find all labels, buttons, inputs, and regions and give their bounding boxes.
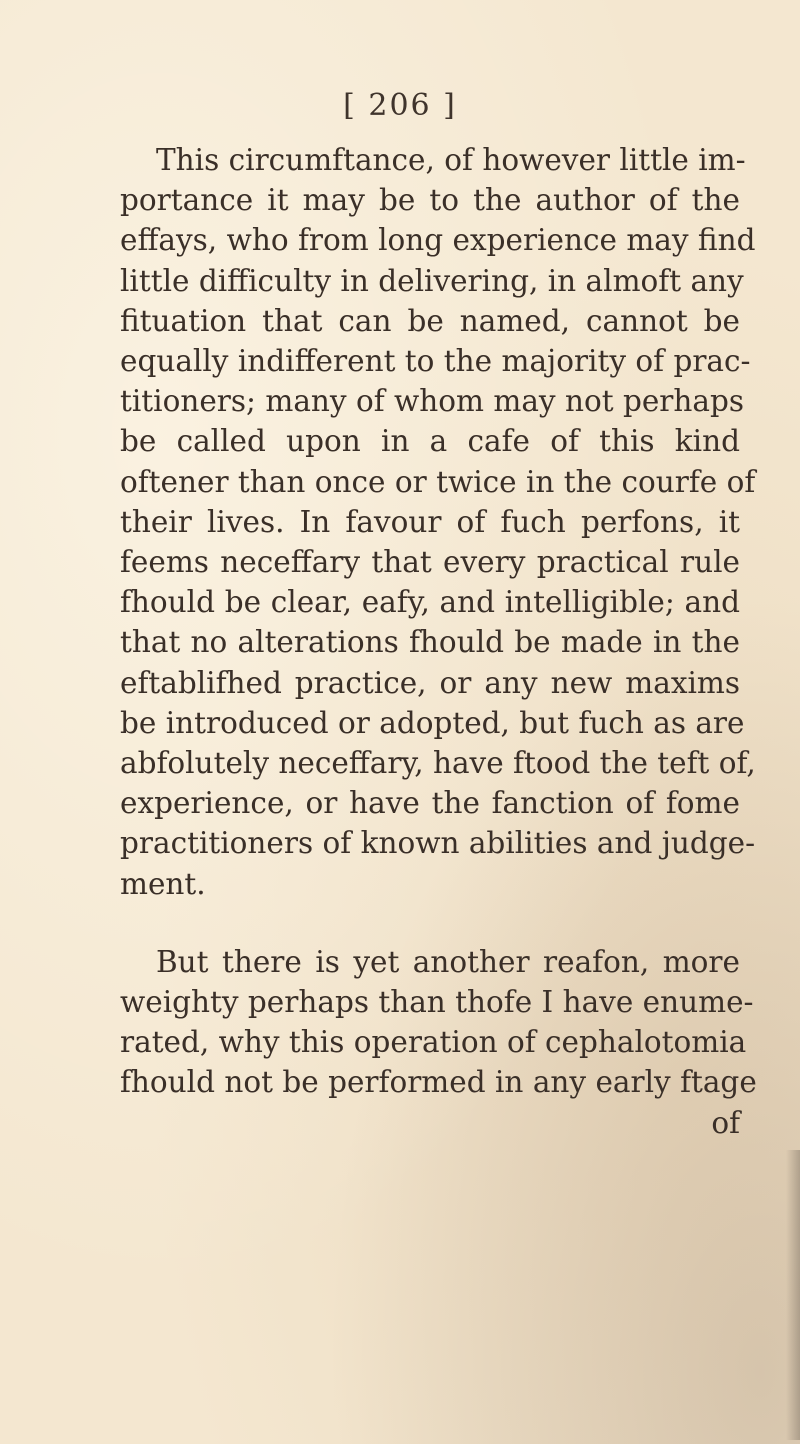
- page-number: [ 206 ]: [343, 88, 457, 123]
- text-line: abfolutely neceffary, have ftood the teft of,: [120, 746, 756, 781]
- text-block: [120, 140, 757, 1143]
- paragraph-2: [120, 942, 757, 1103]
- text-line: fhould be clear, eafy, and intelligible; and: [120, 585, 740, 620]
- text-line: be called upon in a cafe of this kind: [120, 424, 740, 459]
- page-edge-shadow: [786, 1150, 800, 1440]
- text-line: experience, or have the fanction of fome: [120, 786, 740, 821]
- text-line: be introduced or adopted, but fuch as are: [120, 705, 745, 740]
- text-line: fhould not be performed in any early ftage: [120, 1065, 757, 1100]
- text-line: practitioners of known abilities and judge-: [120, 826, 756, 861]
- text-line: that no alterations fhould be made in the: [120, 625, 740, 660]
- text-line: ment.: [120, 866, 206, 901]
- text-line: weighty perhaps than thofe I have enume-: [120, 985, 754, 1020]
- text-line: equally indifferent to the majority of prac-: [120, 344, 751, 379]
- text-line: But there is yet another reafon, more: [156, 944, 740, 979]
- paragraph-1: [120, 140, 756, 904]
- text-line: portance it may be to the author of the: [120, 183, 740, 218]
- paragraph-spacer: [120, 904, 740, 942]
- text-line: eftablifhed practice, or any new maxims: [120, 665, 740, 700]
- text-line: rated, why this operation of cephalotomia: [120, 1025, 747, 1060]
- catchword: of: [711, 1105, 740, 1140]
- text-line: fituation that can be named, cannot be: [120, 303, 740, 338]
- text-line: titioners; many of whom may not perhaps: [120, 384, 745, 419]
- text-line: their lives. In favour of fuch perfons, it: [120, 504, 740, 539]
- text-line: oftener than once or twice in the courfe of: [120, 464, 756, 499]
- text-line: feems neceffary that every practical rule: [120, 545, 740, 580]
- text-line: This circumftance, of however little im-: [156, 143, 746, 177]
- text-line: effays, who from long experience may find: [120, 223, 756, 258]
- text-line: little difficulty in delivering, in almoft any: [120, 263, 744, 298]
